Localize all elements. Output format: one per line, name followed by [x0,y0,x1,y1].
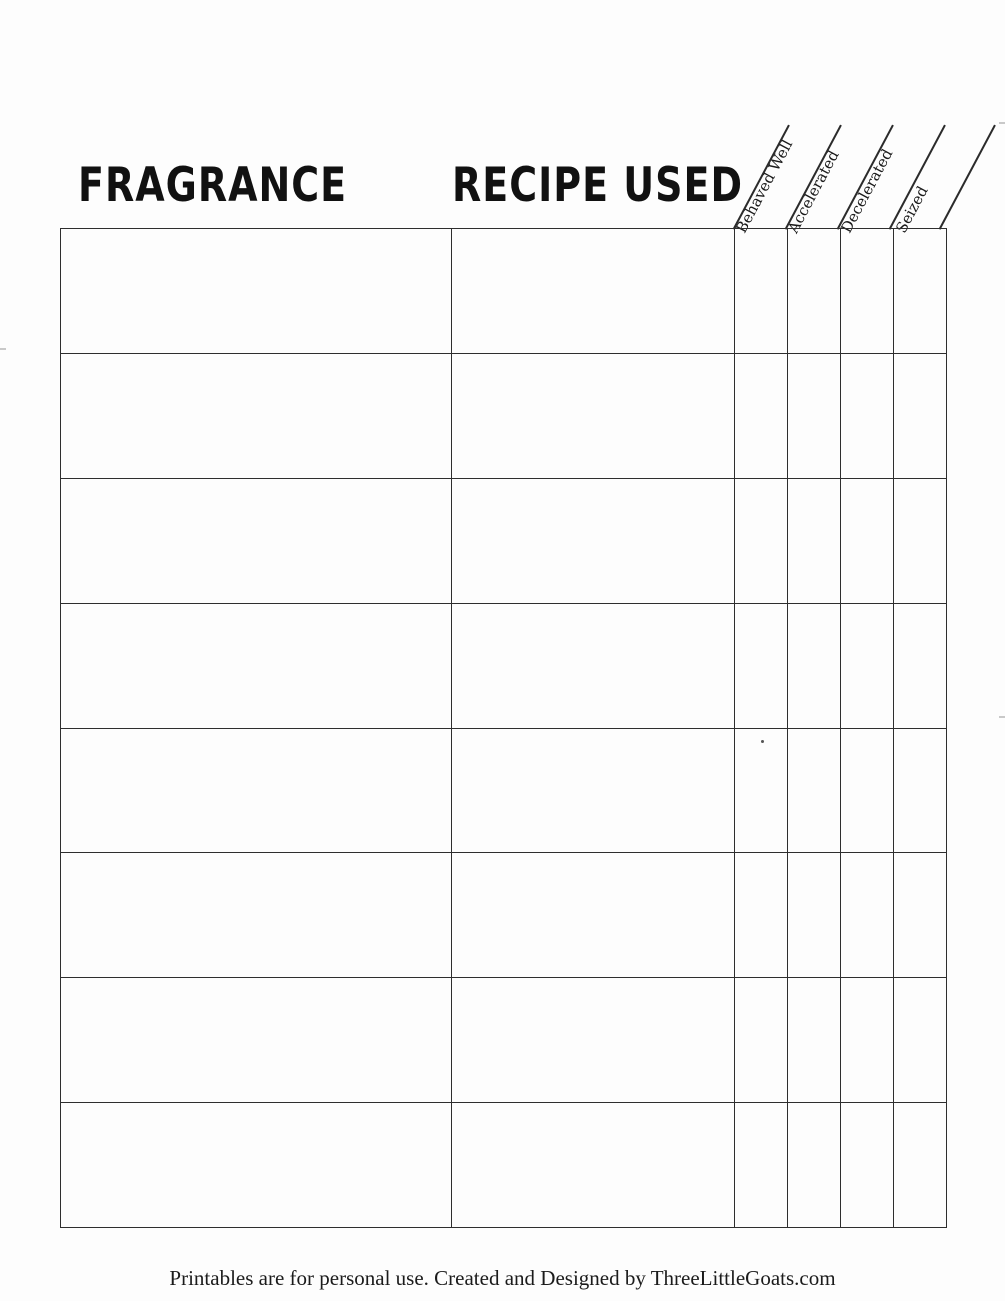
cell-accelerated[interactable] [788,229,841,354]
cell-recipe[interactable] [452,728,735,853]
table-row [61,603,947,728]
cell-recipe[interactable] [452,853,735,978]
cell-behaved-well[interactable] [735,478,788,603]
cell-fragrance[interactable] [61,229,452,354]
cell-seized[interactable] [894,478,947,603]
cell-recipe[interactable] [452,353,735,478]
scan-edge-mark [999,122,1005,124]
cell-behaved-well[interactable] [735,603,788,728]
cell-seized[interactable] [894,853,947,978]
cell-seized[interactable] [894,728,947,853]
cell-decelerated[interactable] [841,853,894,978]
cell-fragrance[interactable] [61,603,452,728]
cell-decelerated[interactable] [841,478,894,603]
column-header-fragrance: FRAGRANCE [78,157,348,212]
column-header-decelerated: Decelerated [837,145,897,236]
cell-accelerated[interactable] [788,728,841,853]
cell-seized[interactable] [894,353,947,478]
cell-behaved-well[interactable] [735,1103,788,1228]
cell-seized[interactable] [894,603,947,728]
column-header-seized: Seized [892,183,932,236]
cell-recipe[interactable] [452,229,735,354]
column-header-recipe-used: RECIPE USED [452,157,744,212]
cell-fragrance[interactable] [61,728,452,853]
cell-fragrance[interactable] [61,353,452,478]
cell-behaved-well[interactable] [735,353,788,478]
table-row [61,978,947,1103]
column-header-accelerated: Accelerated [784,147,843,236]
table-row [61,1103,947,1228]
cell-accelerated[interactable] [788,603,841,728]
scan-edge-mark [0,348,6,350]
cell-behaved-well[interactable] [735,853,788,978]
fragrance-log-table [60,228,940,1228]
cell-accelerated[interactable] [788,853,841,978]
footer-note: Printables are for personal use. Created and Designed by ThreeLittleGoats.com [169,1266,836,1290]
cell-recipe[interactable] [452,978,735,1103]
cell-recipe[interactable] [452,478,735,603]
cell-behaved-well[interactable] [735,978,788,1103]
cell-decelerated[interactable] [841,229,894,354]
grid [60,228,947,1228]
cell-fragrance[interactable] [61,853,452,978]
table-body [61,229,947,1228]
table-row [61,353,947,478]
cell-decelerated[interactable] [841,353,894,478]
table-row [61,853,947,978]
cell-accelerated[interactable] [788,978,841,1103]
scan-speck [761,740,764,743]
cell-fragrance[interactable] [61,478,452,603]
cell-seized[interactable] [894,229,947,354]
table-row [61,478,947,603]
cell-decelerated[interactable] [841,978,894,1103]
cell-seized[interactable] [894,978,947,1103]
scan-edge-mark [999,716,1005,718]
column-header-behaved-well: Behaved Well [732,136,797,236]
cell-accelerated[interactable] [788,353,841,478]
cell-decelerated[interactable] [841,1103,894,1228]
cell-seized[interactable] [894,1103,947,1228]
cell-behaved-well[interactable] [735,229,788,354]
cell-decelerated[interactable] [841,728,894,853]
table-row [61,229,947,354]
cell-recipe[interactable] [452,603,735,728]
cell-decelerated[interactable] [841,603,894,728]
cell-fragrance[interactable] [61,1103,452,1228]
cell-accelerated[interactable] [788,1103,841,1228]
cell-recipe[interactable] [452,1103,735,1228]
cell-behaved-well[interactable] [735,728,788,853]
cell-fragrance[interactable] [61,978,452,1103]
table-row [61,728,947,853]
cell-accelerated[interactable] [788,478,841,603]
